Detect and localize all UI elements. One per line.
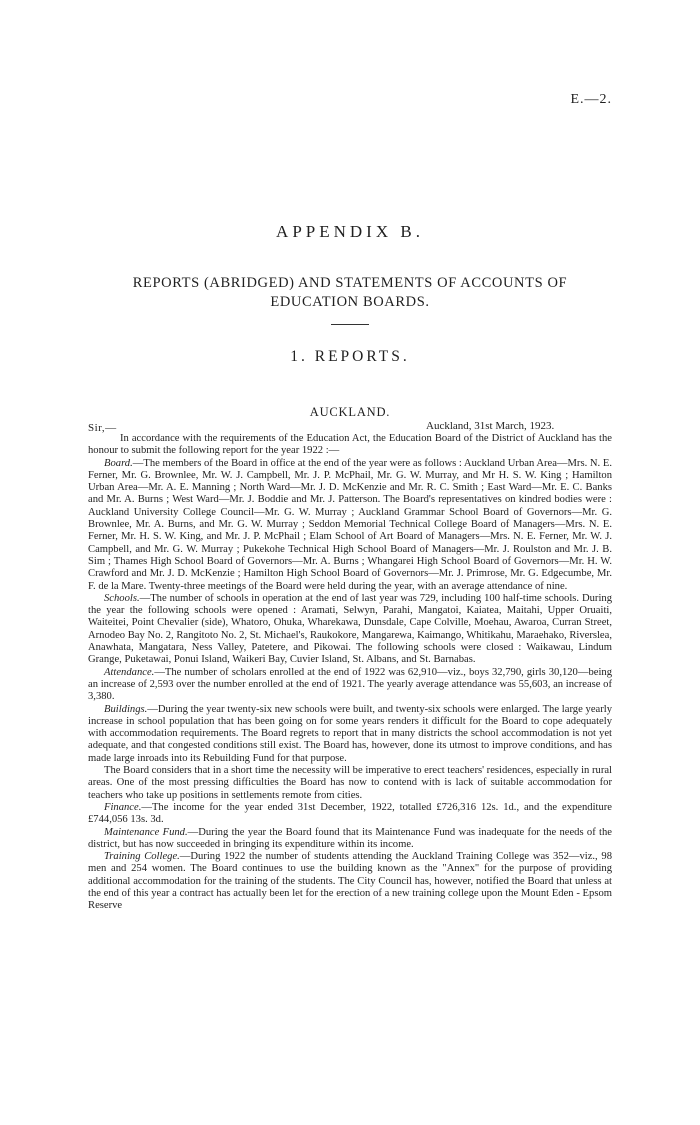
paragraph-maintenance-fund xyxy=(88,827,612,852)
paragraph-text: —The members of the Board in office at the end of the year were as follows : Auckland Urban Area—Mrs. N. E. Ferner, Mr. G. Brownlee, Mr. W. J. Campbell, Mr. J. P. McPhail, Mr. G. W. Murray, and Mr H. S. W. King ; Hamilton Urban Area—Mr. A. E. Manning ; North Ward—Mr. J. D. McKenzie and Mr. R. C. Smith ; East Ward—Mr. E. C. Banks and Mr. A. Burns ; West Ward—Mr. J. Boddie and Mr. J. Patterson. The Board's representatives on kindred bodies were : Auckland University College Council—Mr. G. W. Murray ; Auckland Grammar School Board of Governors—Mr. G. Brownlee, Mr. A. Burns, and Mr. G. W. Murray ; Seddon Memorial Technical College Board of Managers—Mrs. N. E. Ferner, Mr. H. S. W. King, and Mr. J. P. McPhail ; Elam School of Art Board of Managers—Mrs. N. E. Ferner, Mr. W. J. Campbell, and Mr. G. W. Murray ; Pukekohe Technical High School Board of Managers—Mr. J. Roulston and Mr. J. B. Sim ; Thames High School Board of Governors—Mr. A. Burns ; Whangarei High School Board of Governors—Mr. H. W. Crawford and Mr. J. D. McKenzie ; Hamilton High School Board of Governors—Mr. J. Primrose, Mr. G. Edgecumbe, Mr. F. de la Mare. Twenty-three meetings of the Board were held during the year, with an average attendance of nine. xyxy=(88,457,612,592)
paragraph-finance xyxy=(88,802,612,827)
paragraph-heading: Board. xyxy=(104,457,133,469)
district-heading: AUCKLAND. xyxy=(309,405,391,419)
paragraph-heading: Schools. xyxy=(104,592,140,604)
report-title: REPORTS (ABRIDGED) AND STATEMENTS OF ACCOUNTS OF EDUCATION BOARDS. xyxy=(132,275,568,310)
paragraph-heading: Attendance. xyxy=(104,666,155,678)
paragraph-heading: Buildings. xyxy=(104,703,148,715)
paragraph-text: —During the year the Board found that its Maintenance Fund was inadequate for the needs of the district, but has now succeeded in bringing its expenditure within its income. xyxy=(88,826,612,850)
salutation: Sir,— xyxy=(88,422,117,434)
title-divider xyxy=(331,324,369,325)
dateline: Auckland, 31st March, 1923. xyxy=(426,420,555,432)
appendix-title: APPENDIX B. xyxy=(276,222,424,241)
paragraph-heading: Maintenance Fund. xyxy=(104,826,188,838)
section-heading: 1. REPORTS. xyxy=(290,348,410,365)
paragraph-buildings xyxy=(88,704,612,765)
paragraph-text: The Board considers that in a short time the necessity will be imperative to erect teachers' residences, especially in rural areas. One of the most pressing difficulties the Board has now to contend with is lack of suitable accommodation for teachers who take up positions in settlements remote from cities. xyxy=(88,765,612,801)
paragraph-text: In accordance with the requirements of the Education Act, the Education Board of the District of Auckland has the honour to submit the following report for the year 1922 :— xyxy=(88,433,612,457)
paragraph-text: —During 1922 the number of students attending the Auckland Training College was 352—viz., 98 men and 254 women. The Board continues to use the building known as the "Annex" for the purpose of providing additional accommodation for the training of the students. The City Council has, however, notified the Board that unless at the end of this year a contract has actually been let for the erection of a new training college upon the Mount Eden - Epsom Reserve xyxy=(88,851,612,912)
paragraph-schools xyxy=(88,593,612,667)
paragraph-intro xyxy=(88,433,612,458)
paragraph-text: —The number of schools in operation at the end of last year was 729, including 100 half-time schools. During the year the following schools were opened : Aramati, Selwyn, Parahi, Mangatoi, Kaiatea, Maitahi, Upper Oruaiti, Waiteitei, Point Chevalier (side), Whatoro, Ohuka, Wharekawa, Dunsdale, Cape Colville, Moehau, Awaroa, Curran Street, Arnodeo Bay No. 2, Rangitoto No. 2, St. Michael's, Raukokore, Mangarewa, Kaimango, Whitikahu, Maraehako, Riverslea, Anawhata, Mangatara, Ness Valley, Patetere, and Pikowai. The following schools were closed : Waikawau, Lindum Grange, Puketawai, Ponui Island, Waikeri Bay, Cuvier Island, St. Albans, and St. Barnabas. xyxy=(88,592,612,666)
paragraph-heading: Finance. xyxy=(104,801,142,813)
paragraph-text: —During the year twenty-six new schools were built, and twenty-six schools were enlarged. The large yearly increase in school population that has been going on for some years renders it difficult for the Board to cope adequately with accommodation requirements. The Board regrets to report that in many districts the school accommodation is not yet adequate, and that congested conditions still exist. The Board has, however, done its utmost to improve conditions, and has made large inroads into its Rebuilding Fund for that purpose. xyxy=(88,703,612,764)
paragraph-text: —The income for the year ended 31st December, 1922, totalled £726,316 12s. 1d., and the expenditure £744,056 13s. 3d. xyxy=(88,801,612,826)
paragraph-attendance xyxy=(88,667,612,704)
paragraph-training-college xyxy=(88,851,612,912)
paragraph-residences xyxy=(88,765,612,802)
page-reference: E.—2. xyxy=(570,92,612,107)
paragraph-board xyxy=(88,458,612,593)
report-body xyxy=(88,433,612,913)
paragraph-text: —The number of scholars enrolled at the end of 1922 was 62,910—viz., boys 32,790, girls 30,120—being an increase of 2,593 over the number enrolled at the end of 1921. The yearly average attendance was 55,603, an increase of 3,380. xyxy=(88,666,612,703)
paragraph-heading: Training College. xyxy=(104,851,180,863)
